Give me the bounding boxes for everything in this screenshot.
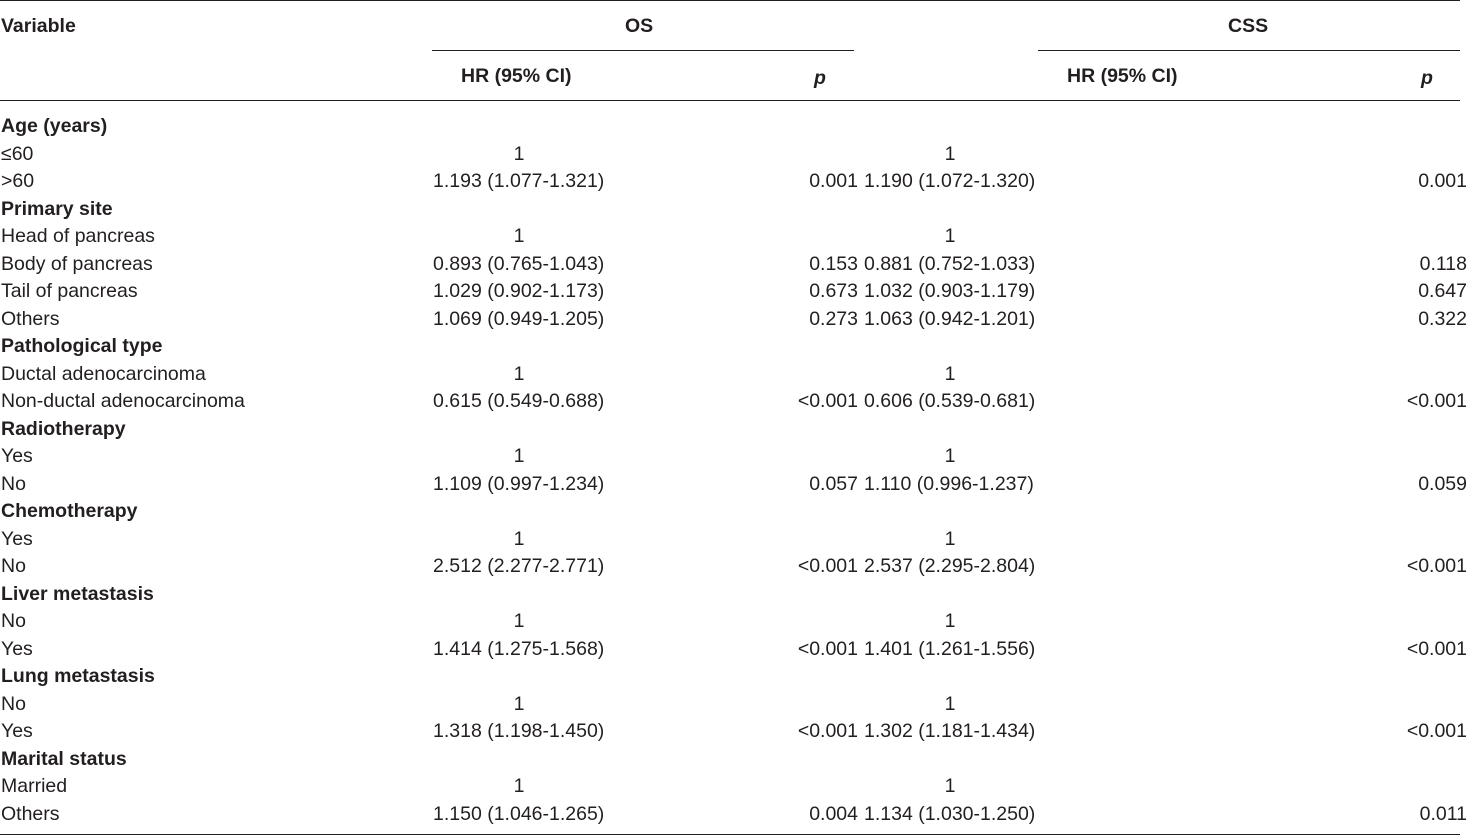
- css-hr-cell: 1.302 (1.181-1.434): [864, 720, 1036, 742]
- os-hr-cell: 1.318 (1.198-1.450): [433, 720, 605, 742]
- os-hr-cell: 1.029 (0.902-1.173): [433, 280, 605, 302]
- reference-value: 1: [944, 225, 956, 247]
- os-p-cell: [608, 498, 864, 526]
- group-header-row: [0, 416, 1472, 444]
- os-hr-cell: [433, 691, 608, 719]
- reference-value: 1: [513, 692, 525, 715]
- table-row: [0, 306, 1472, 334]
- css-hr-cell: 1.134 (1.030-1.250): [864, 802, 1036, 825]
- css-hr-cell: 1.032 (0.903-1.179): [864, 280, 1036, 302]
- table-row: [0, 251, 1472, 279]
- os-p-cell: [608, 141, 864, 169]
- os-p-cell: [608, 361, 864, 389]
- table-row: [0, 141, 1472, 169]
- os-p-cell: [608, 746, 864, 774]
- row-label: Age (years): [1, 115, 108, 137]
- reference-value: 1: [944, 775, 956, 797]
- table-row: [0, 608, 1472, 636]
- table-row: [0, 223, 1472, 251]
- os-hr-cell: [433, 416, 608, 444]
- os-hr-cell: [433, 196, 608, 224]
- css-p-cell: [1045, 196, 1472, 224]
- css-p-cell: 0.322: [1418, 307, 1467, 330]
- css-p-cell: 0.059: [1418, 472, 1467, 495]
- header-bottom-rule: [0, 100, 1460, 101]
- css-p-cell: [1045, 498, 1472, 526]
- row-label: Pathological type: [1, 335, 163, 357]
- group-header-row: [0, 746, 1472, 774]
- table-row: [0, 443, 1472, 471]
- table-row: [0, 471, 1472, 499]
- row-label: Married: [1, 775, 68, 797]
- row-label: Head of pancreas: [1, 225, 155, 247]
- row-label: Primary site: [1, 197, 113, 220]
- css-hr-cell: [864, 113, 1045, 141]
- os-hr-cell: 1.069 (0.949-1.205): [433, 307, 605, 330]
- os-hr-cell: [433, 498, 608, 526]
- css-p-cell: [1045, 608, 1472, 636]
- os-group-rule: [432, 50, 854, 51]
- row-label: Non-ductal adenocarcinoma: [1, 390, 245, 412]
- css-hr-cell: 1.063 (0.942-1.201): [864, 307, 1036, 330]
- os-p-cell: 0.673: [809, 280, 858, 302]
- reference-value: 1: [513, 142, 525, 165]
- reference-value: 1: [944, 445, 956, 467]
- table-row: [0, 718, 1472, 746]
- table-row: [0, 773, 1472, 801]
- css-p-cell: [1045, 361, 1472, 389]
- group-header-row: [0, 196, 1472, 224]
- reference-value: 1: [944, 142, 956, 165]
- css-hr-cell: [864, 416, 1045, 444]
- css-p-cell: [1045, 691, 1472, 719]
- group-header-row: [0, 498, 1472, 526]
- css-p-cell: 0.001: [1418, 170, 1467, 192]
- css-hr-cell: 2.537 (2.295-2.804): [864, 555, 1036, 577]
- os-hr-cell: 2.512 (2.277-2.771): [433, 555, 605, 577]
- row-label: Body of pancreas: [1, 252, 153, 275]
- table-row: [0, 636, 1472, 664]
- row-label: >60: [1, 170, 35, 192]
- table-row: [0, 361, 1472, 389]
- table-row: [0, 526, 1472, 554]
- reference-value: 1: [944, 362, 956, 385]
- os-p-cell: [608, 663, 864, 691]
- row-label: ≤60: [1, 142, 34, 165]
- css-hr-cell: 1.401 (1.261-1.556): [864, 637, 1036, 660]
- reference-value: 1: [513, 610, 525, 632]
- os-p-cell: <0.001: [797, 390, 858, 412]
- css-p-cell: [1045, 663, 1472, 691]
- reference-value: 1: [944, 527, 956, 550]
- reference-value: 1: [513, 362, 525, 385]
- css-p-cell: [1045, 333, 1472, 361]
- row-label: Others: [1, 802, 60, 825]
- os-p-cell: 0.057: [809, 472, 858, 495]
- os-hr-cell: [433, 663, 608, 691]
- os-hr-cell: 1.193 (1.077-1.321): [433, 170, 605, 192]
- css-p-cell: <0.001: [1406, 720, 1467, 742]
- table-row: [0, 278, 1472, 306]
- row-label: Yes: [1, 527, 33, 550]
- css-hr-cell: 1.190 (1.072-1.320): [864, 170, 1036, 192]
- css-p-cell: [1045, 223, 1472, 251]
- os-hr-cell: 1.414 (1.275-1.568): [433, 637, 605, 660]
- row-label: Radiotherapy: [1, 417, 126, 440]
- header-os-hr: HR (95% CI): [461, 65, 572, 87]
- os-p-cell: [608, 443, 864, 471]
- css-p-cell: <0.001: [1406, 390, 1467, 412]
- reference-value: 1: [944, 692, 956, 715]
- os-p-cell: [608, 526, 864, 554]
- os-p-cell: [608, 223, 864, 251]
- os-p-cell: [608, 196, 864, 224]
- css-hr-cell: [864, 608, 1045, 636]
- css-hr-cell: [864, 196, 1045, 224]
- css-p-cell: [1045, 141, 1472, 169]
- row-label: Lung metastasis: [1, 665, 155, 687]
- os-hr-cell: 1.150 (1.046-1.265): [433, 802, 605, 825]
- header-os: OS: [625, 15, 654, 37]
- os-hr-cell: [433, 333, 608, 361]
- os-p-cell: <0.001: [797, 720, 858, 742]
- css-p-cell: 0.118: [1419, 252, 1467, 275]
- css-hr-cell: [864, 691, 1045, 719]
- css-p-cell: 0.647: [1418, 280, 1467, 302]
- os-hr-cell: 0.615 (0.549-0.688): [433, 390, 605, 412]
- row-label: No: [1, 472, 26, 495]
- os-p-cell: <0.001: [797, 555, 858, 577]
- table-row: [0, 553, 1472, 581]
- css-hr-cell: [864, 663, 1045, 691]
- reference-value: 1: [513, 445, 525, 467]
- css-hr-cell: [864, 361, 1045, 389]
- css-p-cell: 0.011: [1419, 802, 1467, 825]
- group-header-row: [0, 663, 1472, 691]
- row-label: Yes: [1, 637, 33, 660]
- os-hr-cell: 0.893 (0.765-1.043): [433, 252, 605, 275]
- reference-value: 1: [944, 610, 956, 632]
- table-row: [0, 388, 1472, 416]
- os-hr-cell: [433, 223, 608, 251]
- header-css: CSS: [1228, 15, 1269, 37]
- css-p-cell: <0.001: [1406, 555, 1467, 577]
- os-hr-cell: [433, 773, 608, 801]
- reference-value: 1: [513, 775, 525, 797]
- row-label: Others: [1, 307, 60, 330]
- os-p-cell: [608, 333, 864, 361]
- header-os-p: p: [814, 67, 826, 89]
- css-p-cell: [1045, 443, 1472, 471]
- top-rule: [0, 0, 1460, 1]
- css-hr-cell: [864, 746, 1045, 774]
- os-p-cell: 0.153: [809, 252, 858, 275]
- css-hr-cell: [864, 526, 1045, 554]
- row-label: Yes: [1, 720, 33, 742]
- header-variable: Variable: [1, 15, 76, 37]
- header-css-hr: HR (95% CI): [1067, 65, 1178, 87]
- reference-value: 1: [513, 225, 525, 247]
- css-hr-cell: [864, 773, 1045, 801]
- os-hr-cell: [433, 443, 608, 471]
- css-p-cell: [1045, 526, 1472, 554]
- css-hr-cell: [864, 498, 1045, 526]
- group-header-row: [0, 581, 1472, 609]
- css-hr-cell: 0.881 (0.752-1.033): [864, 252, 1036, 275]
- row-label: Tail of pancreas: [1, 280, 138, 302]
- table-row: [0, 691, 1472, 719]
- os-p-cell: <0.001: [797, 637, 858, 660]
- os-p-cell: [608, 608, 864, 636]
- css-hr-cell: [864, 141, 1045, 169]
- css-p-cell: [1045, 746, 1472, 774]
- row-label: Chemotherapy: [1, 500, 138, 522]
- group-header-row: [0, 333, 1472, 361]
- os-p-cell: [608, 416, 864, 444]
- os-p-cell: 0.273: [809, 307, 858, 330]
- os-hr-cell: [433, 581, 608, 609]
- os-hr-cell: 1.109 (0.997-1.234): [433, 472, 605, 495]
- reference-value: 1: [513, 527, 525, 550]
- row-label: Marital status: [1, 747, 127, 770]
- os-hr-cell: [433, 141, 608, 169]
- row-label: No: [1, 555, 26, 577]
- row-label: Yes: [1, 445, 33, 467]
- os-hr-cell: [433, 746, 608, 774]
- table-body: [0, 113, 1472, 828]
- row-label: No: [1, 692, 26, 715]
- row-label: No: [1, 610, 26, 632]
- os-p-cell: 0.001: [809, 170, 858, 192]
- css-hr-cell: [864, 581, 1045, 609]
- css-hr-cell: [864, 443, 1045, 471]
- css-p-cell: [1045, 416, 1472, 444]
- os-p-cell: [608, 691, 864, 719]
- os-hr-cell: [433, 361, 608, 389]
- css-p-cell: [1045, 773, 1472, 801]
- os-p-cell: [608, 773, 864, 801]
- css-p-cell: [1045, 113, 1472, 141]
- table-row: [0, 801, 1472, 829]
- row-label: Liver metastasis: [1, 582, 154, 605]
- css-p-cell: [1045, 581, 1472, 609]
- bottom-rule: [0, 834, 1460, 835]
- row-label: Ductal adenocarcinoma: [1, 362, 206, 385]
- group-header-row: [0, 113, 1472, 141]
- css-hr-cell: 0.606 (0.539-0.681): [864, 390, 1036, 412]
- os-p-cell: [608, 113, 864, 141]
- os-hr-cell: [433, 608, 608, 636]
- css-p-cell: <0.001: [1406, 637, 1467, 660]
- os-hr-cell: [433, 113, 608, 141]
- table-row: [0, 168, 1472, 196]
- os-hr-cell: [433, 526, 608, 554]
- css-hr-cell: 1.110 (0.996-1.237): [864, 472, 1034, 495]
- css-group-rule: [1038, 50, 1460, 51]
- os-p-cell: 0.004: [809, 802, 858, 825]
- css-hr-cell: [864, 333, 1045, 361]
- css-hr-cell: [864, 223, 1045, 251]
- os-p-cell: [608, 581, 864, 609]
- header-css-p: p: [1421, 67, 1433, 89]
